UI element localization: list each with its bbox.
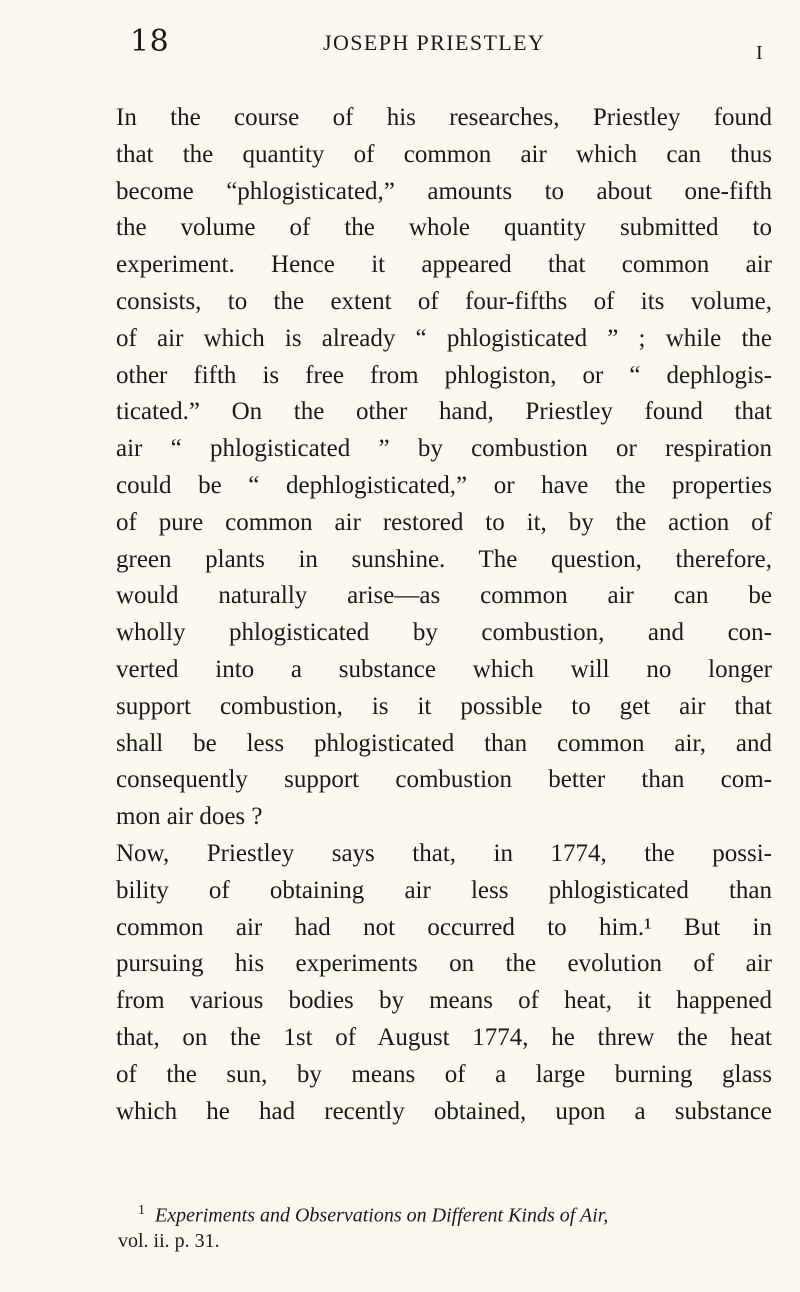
body-line: support combustion, is it possible to get air that (116, 692, 772, 720)
body-line: pursuing his experiments on the evolution of air (116, 950, 772, 978)
running-title: JOSEPH PRIESTLEY (323, 30, 546, 55)
chapter-mark: I (756, 42, 763, 64)
body-line: shall be less phlogisticated than common air, and (116, 729, 772, 757)
footnote-number: 1 (138, 1203, 145, 1218)
footnote-citation: vol. ii. p. 31. (118, 1230, 220, 1252)
body-text (116, 100, 772, 1130)
body-line: become “phlogisticated,” amounts to about one-fifth (116, 177, 772, 205)
body-line: experiment. Hence it appeared that common air (116, 251, 772, 279)
body-line: which he had recently obtained, upon a substance (116, 1097, 772, 1125)
body-line: could be “ dephlogisticated,” or have the properties (116, 471, 772, 499)
body-line: from various bodies by means of heat, it happened (116, 987, 772, 1015)
body-line: the volume of the whole quantity submitted to (116, 214, 772, 242)
footnote (118, 1196, 772, 1256)
body-line: common air had not occurred to him.¹ But in (116, 913, 772, 941)
body-line: of pure common air restored to it, by the action of (116, 508, 772, 536)
running-head (108, 20, 768, 74)
body-line: bility of obtaining air less phlogisticated than (116, 876, 772, 904)
footnote-line (118, 1196, 772, 1226)
body-line: of the sun, by means of a large burning glass (116, 1060, 772, 1088)
page-number: 18 (130, 24, 170, 59)
body-line: consists, to the extent of four-fifths of its volume, (116, 287, 772, 315)
body-line: other fifth is free from phlogiston, or “ dephlogis- (116, 361, 772, 389)
body-line: Now, Priestley says that, in 1774, the possi- (116, 839, 772, 867)
body-line: air “ phlogisticated ” by combustion or respiration (116, 435, 772, 463)
footnote-title: Experiments and Observations on Different Kinds of Air, (155, 1204, 609, 1227)
body-line: would naturally arise—as common air can be (116, 582, 772, 610)
body-line: mon air does ? (116, 803, 263, 831)
body-line: that the quantity of common air which can thus (116, 140, 772, 168)
body-line: that, on the 1st of August 1774, he threw the heat (116, 1023, 772, 1051)
body-line: green plants in sunshine. The question, therefore, (116, 545, 772, 573)
body-line: ticated.” On the other hand, Priestley found that (116, 398, 772, 426)
body-line: verted into a substance which will no longer (116, 655, 772, 683)
body-line: wholly phlogisticated by combustion, and con- (116, 619, 772, 647)
body-line: consequently support combustion better than com- (116, 766, 772, 794)
body-line: of air which is already “ phlogisticated ” ; while the (116, 324, 772, 352)
body-line: In the course of his researches, Priestley found (116, 104, 772, 131)
